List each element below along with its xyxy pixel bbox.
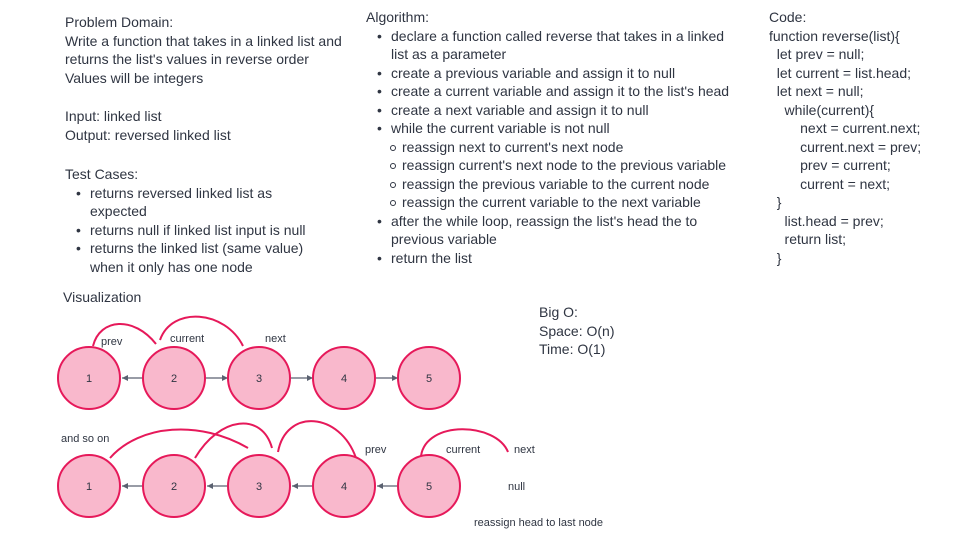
algorithm-heading: Algorithm:: [366, 9, 430, 25]
algorithm-step: • after the while loop, reassign the list's head the to previous variable: [366, 212, 736, 249]
row2-node-3: [228, 455, 290, 517]
row2-arc-3: [278, 421, 356, 458]
node-value: 2: [170, 481, 178, 493]
row2-node-5: [398, 455, 460, 517]
row1-node-1: [58, 347, 120, 409]
algorithm-substep: reassign current's next node to the previous variable: [366, 156, 751, 175]
node-value: 1: [85, 373, 93, 385]
problem-line-3: Values will be integers: [65, 69, 204, 86]
node-value: 4: [340, 481, 348, 493]
test-case-item: • returns null if linked list input is null: [65, 221, 325, 240]
algorithm-step: • create a previous variable and assign it to null: [366, 64, 751, 83]
row2-arc-1: [110, 429, 248, 458]
problem-line-1: Write a function that takes in a linked list and: [65, 32, 342, 49]
code-line: current = next;: [769, 175, 890, 192]
null-label: null: [508, 481, 526, 493]
row1-node-4: [313, 347, 375, 409]
row1-current-label: current: [170, 333, 205, 345]
node-value: 1: [85, 481, 93, 493]
test-case-item: • returns reversed linked list as expected: [65, 184, 285, 221]
test-case-item: • returns the linked list (same value) when it only has one node: [65, 239, 315, 276]
node-value: 4: [340, 373, 348, 385]
code-line: function reverse(list){: [769, 27, 900, 44]
code-line: }: [769, 249, 782, 266]
code-line: next = current.next;: [769, 120, 921, 136]
row2-node-4: [313, 455, 375, 517]
reassign-head-footer: reassign head to last node: [474, 517, 604, 529]
row2-next-label: next: [514, 444, 535, 456]
code-line: }: [769, 194, 782, 210]
algorithm-step: • create a current variable and assign it to the list's head: [366, 82, 751, 101]
row2-current-label: current: [446, 444, 481, 456]
and-so-on-caption: and so on: [61, 433, 110, 445]
row1-prev-label: prev: [101, 336, 123, 348]
test-cases-heading: Test Cases:: [65, 166, 139, 182]
node-value: 5: [425, 373, 433, 385]
code-line: let prev = null;: [769, 46, 865, 62]
algorithm-step: • return the list: [366, 249, 751, 268]
algorithm-substep: reassign the current variable to the next variable: [366, 193, 751, 212]
node-value: 3: [255, 481, 263, 493]
big-o-title: Big O:: [539, 304, 578, 320]
big-o-space: Space: O(n): [539, 322, 615, 339]
big-o-time: Time: O(1): [539, 341, 606, 357]
row1-node-5: [398, 347, 460, 409]
code-heading: Code:: [769, 9, 807, 25]
node-value: 2: [170, 373, 178, 385]
algorithm-step: • while the current variable is not null: [366, 119, 751, 138]
algorithm-substep: reassign next to current's next node: [366, 138, 751, 157]
algorithm-substep: reassign the previous variable to the current node: [366, 175, 751, 194]
row2-node-1: [58, 455, 120, 517]
algorithm-step: • create a next variable and assign it to null: [366, 101, 751, 120]
row1-next-label: next: [265, 333, 286, 345]
visualization-title: Visualization: [63, 289, 142, 305]
node-value: 3: [255, 373, 263, 385]
row1-node-2: [143, 347, 205, 409]
problem-domain-heading: Problem Domain:: [65, 14, 174, 30]
row2-prev-label: prev: [365, 444, 387, 456]
row1-node-3: [228, 347, 290, 409]
row2-node-2: [143, 455, 205, 517]
problem-line-2: returns the list's values in reverse order: [65, 51, 309, 67]
node-value: 5: [425, 481, 433, 493]
input-text: Input: linked list: [65, 108, 162, 124]
code-line: let next = null;: [769, 83, 864, 99]
code-line: prev = current;: [769, 157, 891, 173]
code-line: let current = list.head;: [769, 64, 912, 81]
code-line: current.next = prev;: [769, 138, 922, 155]
code-line: while(current){: [769, 101, 875, 118]
algorithm-step: • declare a function called reverse that takes in a linked list as a parameter: [366, 27, 736, 64]
output-text: Output: reversed linked list: [65, 126, 231, 143]
code-line: list.head = prev;: [769, 212, 884, 229]
code-line: return list;: [769, 231, 847, 247]
